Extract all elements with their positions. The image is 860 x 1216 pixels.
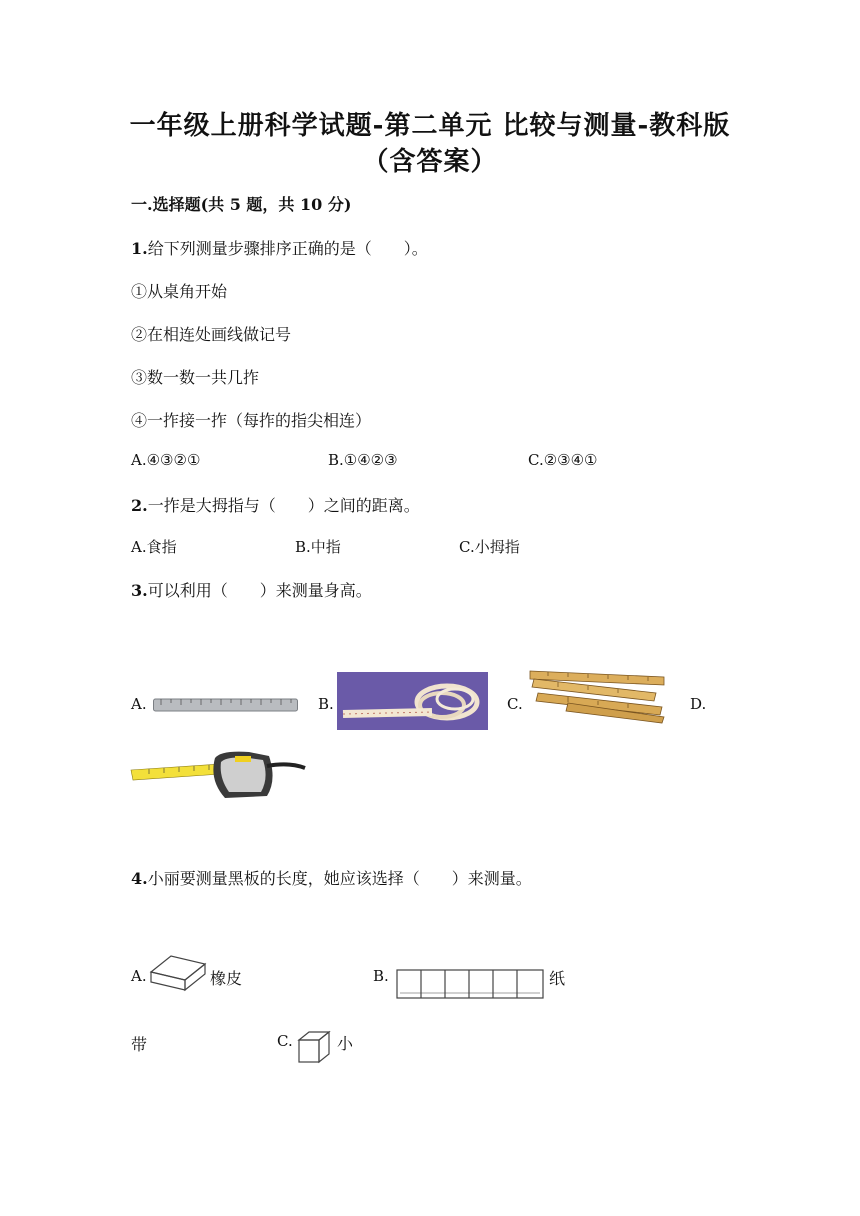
tape-measure-image bbox=[129, 750, 309, 802]
step-4: ④一拃接一拃（每拃的指尖相连） bbox=[131, 411, 372, 430]
question-3 bbox=[131, 578, 372, 601]
option-b[interactable]: B.①④②③ bbox=[328, 451, 398, 469]
option-c[interactable]: C. bbox=[507, 695, 523, 713]
option-a[interactable]: A. bbox=[131, 695, 147, 713]
option-b-word: 纸 bbox=[549, 969, 566, 988]
question-2 bbox=[131, 493, 420, 516]
question-1 bbox=[131, 236, 428, 259]
step-2: ②在相连处画线做记号 bbox=[131, 325, 292, 344]
folding-ruler-image bbox=[528, 663, 666, 725]
option-b[interactable]: B.中指 bbox=[295, 538, 341, 556]
step-1: ①从桌角开始 bbox=[131, 282, 228, 301]
paper-strip-image bbox=[396, 969, 544, 999]
option-a[interactable]: A. bbox=[131, 967, 147, 985]
option-a[interactable]: A.食指 bbox=[131, 538, 177, 556]
page-title: 一年级上册科学试题-第二单元 比较与测量-教科版 bbox=[129, 111, 731, 141]
question-text: 给下列测量步骤排序正确的是（ ）。 bbox=[147, 239, 428, 258]
option-c[interactable]: C.小拇指 bbox=[459, 538, 520, 556]
option-a[interactable]: A.④③②① bbox=[131, 451, 201, 469]
section-header: 一.选择题(共 5 题，共 10 分) bbox=[131, 195, 352, 214]
question-number: 1. bbox=[131, 239, 148, 258]
question-4 bbox=[131, 866, 532, 889]
page-subtitle: （含答案） bbox=[362, 147, 498, 177]
option-b[interactable]: B. bbox=[318, 695, 334, 713]
option-d[interactable]: D. bbox=[690, 695, 707, 713]
question-number: 3. bbox=[131, 581, 148, 600]
step-3: ③数一数一共几拃 bbox=[131, 368, 260, 387]
cube-image bbox=[297, 1030, 331, 1064]
option-c-word: 小 bbox=[337, 1034, 354, 1053]
option-b-word-continued: 带 bbox=[131, 1035, 148, 1054]
question-number: 2. bbox=[131, 496, 148, 515]
soft-tape-measure-image bbox=[337, 672, 488, 730]
option-a-word: 橡皮 bbox=[210, 969, 243, 988]
steel-ruler-image bbox=[153, 697, 298, 713]
option-c[interactable]: C.②③④① bbox=[528, 451, 598, 469]
question-text: 一拃是大拇指与（ ）之间的距离。 bbox=[147, 496, 420, 515]
question-text: 小丽要测量黑板的长度，她应该选择（ ）来测量。 bbox=[147, 869, 532, 888]
question-number: 4. bbox=[131, 869, 148, 888]
eraser-image bbox=[149, 952, 207, 992]
option-c[interactable]: C. bbox=[277, 1032, 293, 1050]
question-text: 可以利用（ ）来测量身高。 bbox=[147, 581, 372, 600]
option-b[interactable]: B. bbox=[373, 967, 389, 985]
